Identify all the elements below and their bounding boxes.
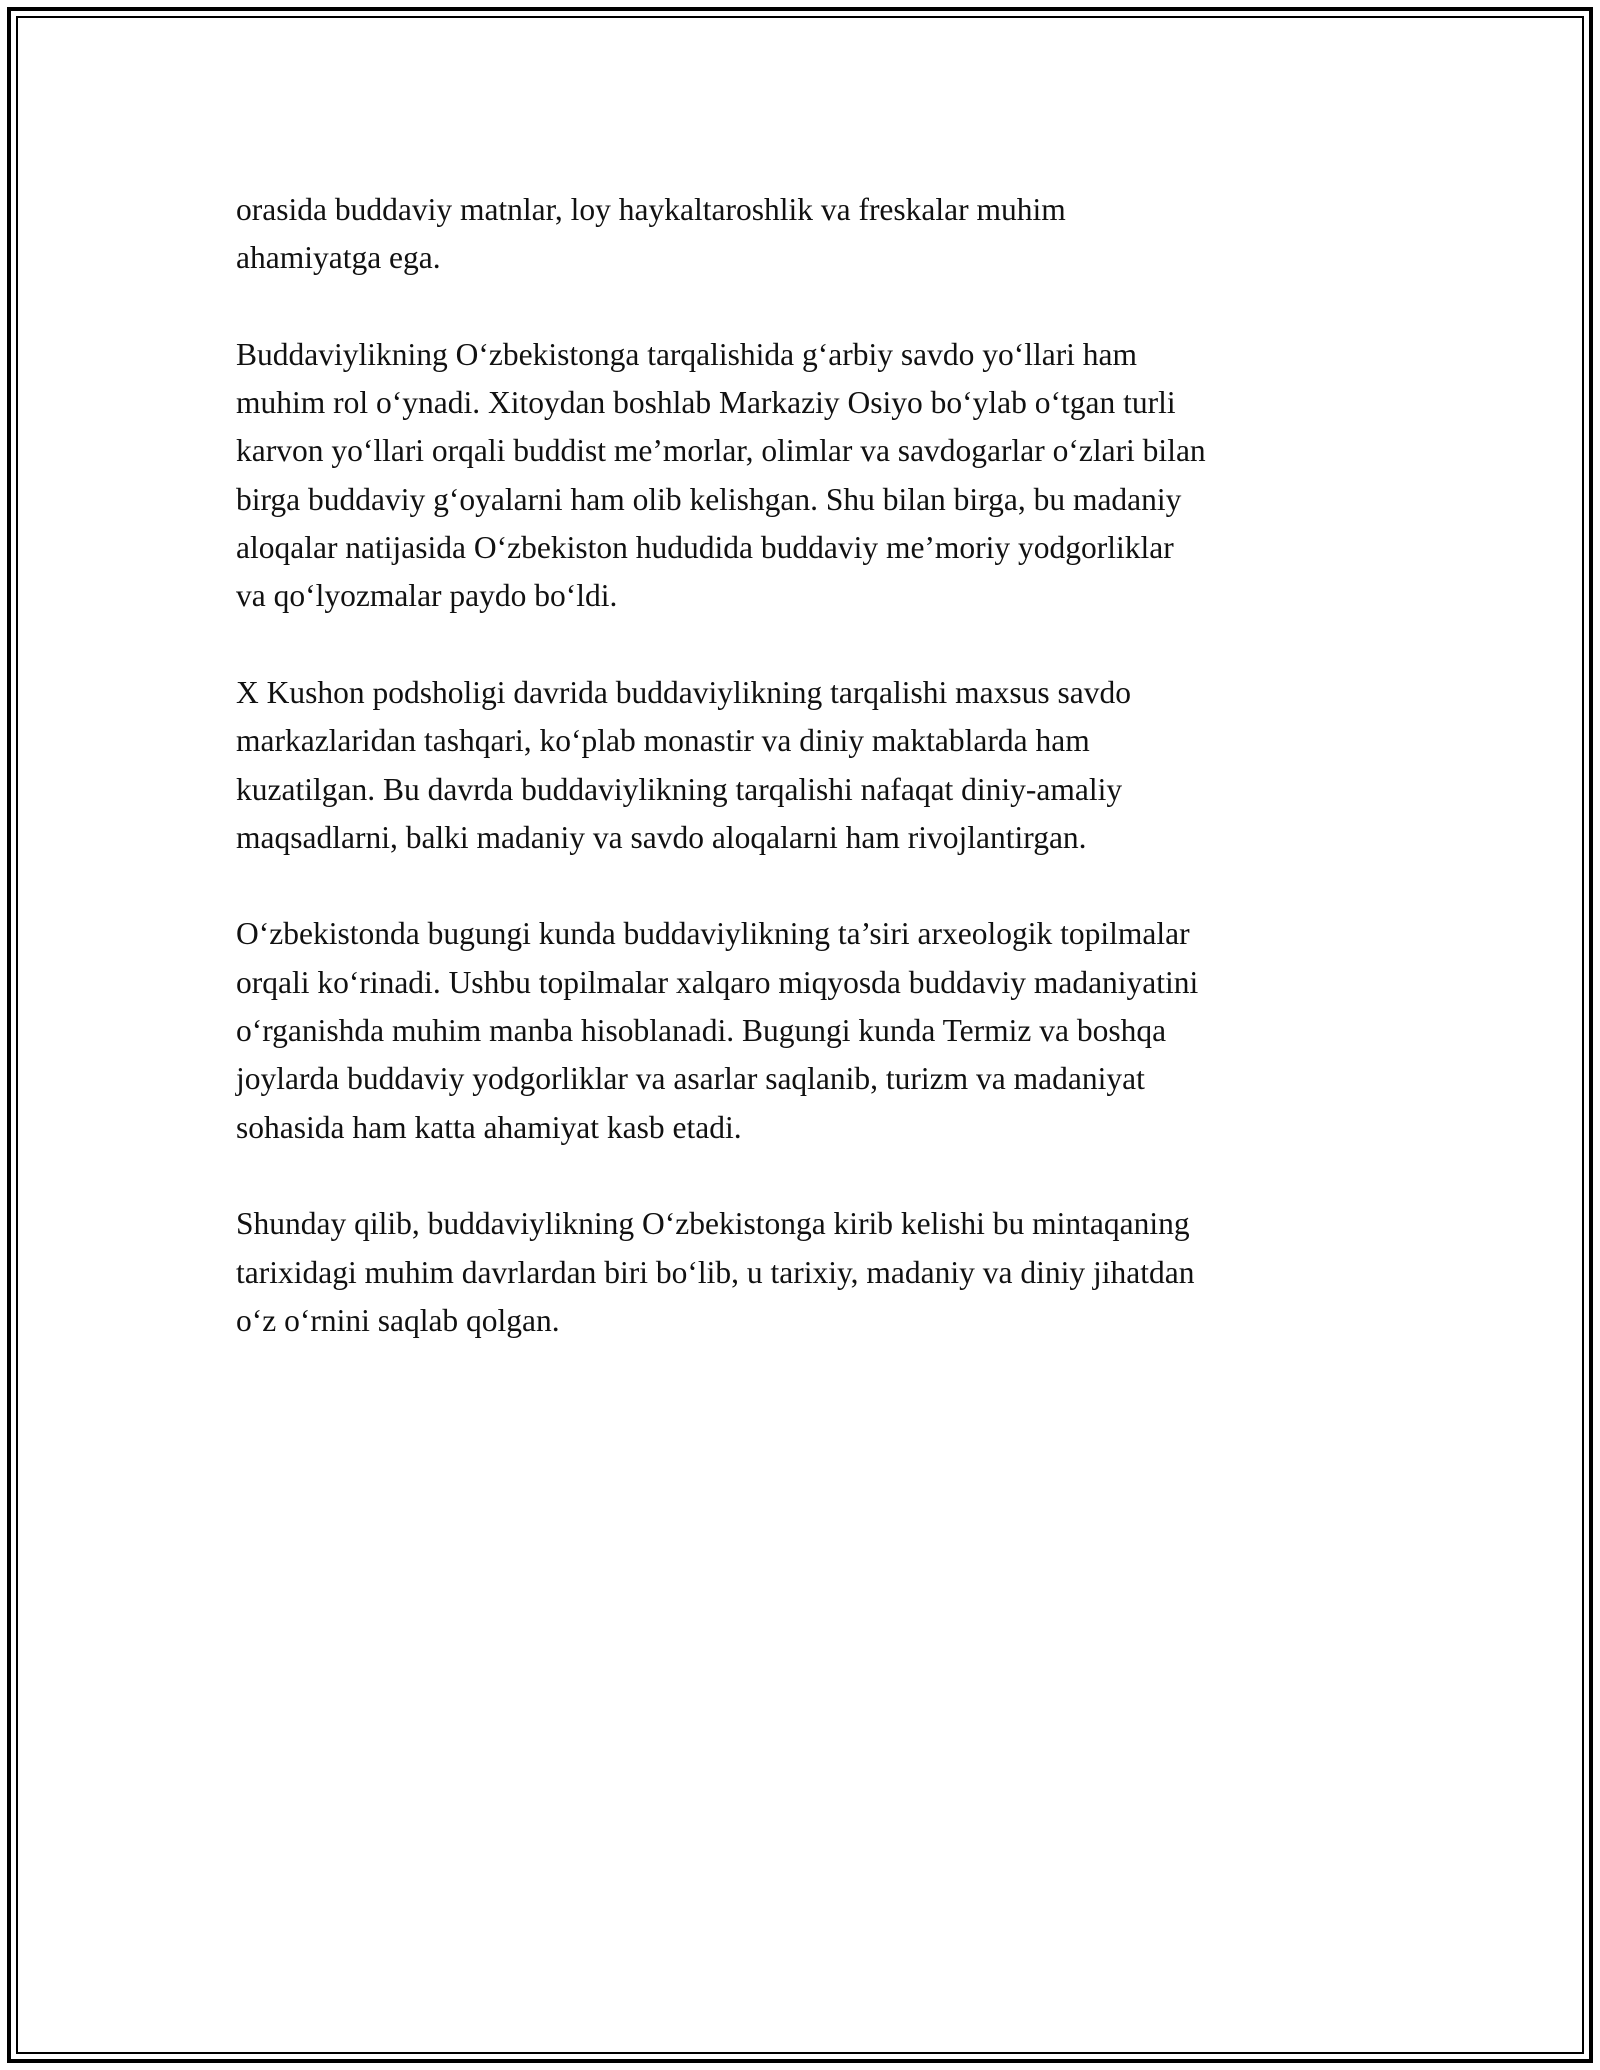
text-line: maqsadlarni, balki madaniy va savdo aloqalarni ham rivojlantirgan. [236, 819, 1087, 855]
text-line: tarixidagi muhim davrlardan biri bo‘lib, u tarixiy, madaniy va diniy jihatdan [236, 1254, 1195, 1290]
text-line: Buddaviylikning O‘zbekistonga tarqalishida g‘arbiy savdo yo‘llari ham [236, 336, 1138, 372]
text-line: orasida buddaviy matnlar, loy haykaltaroshlik va freskalar muhim [236, 192, 1066, 227]
text-line: birga buddaviy g‘oyalarni ham olib kelishgan. Shu bilan birga, bu madaniy [236, 481, 1182, 517]
text-line: Shunday qilib, buddaviylikning O‘zbekistonga kirib kelishi bu mintaqaning [236, 1206, 1190, 1242]
text-line: o‘z o‘rnini saqlab qolgan. [236, 1302, 560, 1338]
text-line: ahamiyatga ega. [236, 240, 441, 276]
text-line: va qo‘lyozmalar paydo bo‘ldi. [236, 578, 618, 614]
text-line: aloqalar natijasida O‘zbekiston hududida buddaviy me’moriy yodgorliklar [236, 530, 1174, 566]
text-line: O‘zbekistonda bugungi kunda buddaviylikning ta’siri arxeologik topilmalar [236, 916, 1190, 952]
text-line: karvon yo‘llari orqali buddist me’morlar, olimlar va savdogarlar o‘zlari bilan [236, 433, 1206, 469]
text-line: markazlaridan tashqari, ko‘plab monastir va diniy maktablarda ham [236, 723, 1090, 759]
paragraph [236, 186, 1376, 283]
text-line: kuzatilgan. Bu davrda buddaviylikning tarqalishi nafaqat diniy-amaliy [236, 771, 1123, 807]
document-body [236, 186, 1376, 1393]
text-line: X Kushon podsholigi davrida buddaviylikning tarqalishi maxsus savdo [236, 674, 1132, 710]
text-line: o‘rganishda muhim manba hisoblanadi. Bugungi kunda Termiz va boshqa [236, 1013, 1167, 1049]
text-line: joylarda buddaviy yodgorliklar va asarlar saqlanib, turizm va madaniyat [236, 1061, 1145, 1097]
paragraph [236, 331, 1376, 621]
paragraph [236, 669, 1376, 862]
paragraph [236, 910, 1376, 1151]
text-line: muhim rol o‘ynadi. Xitoydan boshlab Markaziy Osiyo bo‘ylab o‘tgan turli [236, 385, 1176, 421]
paragraph [236, 1200, 1376, 1345]
text-line: orqali ko‘rinadi. Ushbu topilmalar xalqaro miqyosda buddaviy madaniyatini [236, 964, 1199, 1000]
text-line: sohasida ham katta ahamiyat kasb etadi. [236, 1109, 742, 1145]
